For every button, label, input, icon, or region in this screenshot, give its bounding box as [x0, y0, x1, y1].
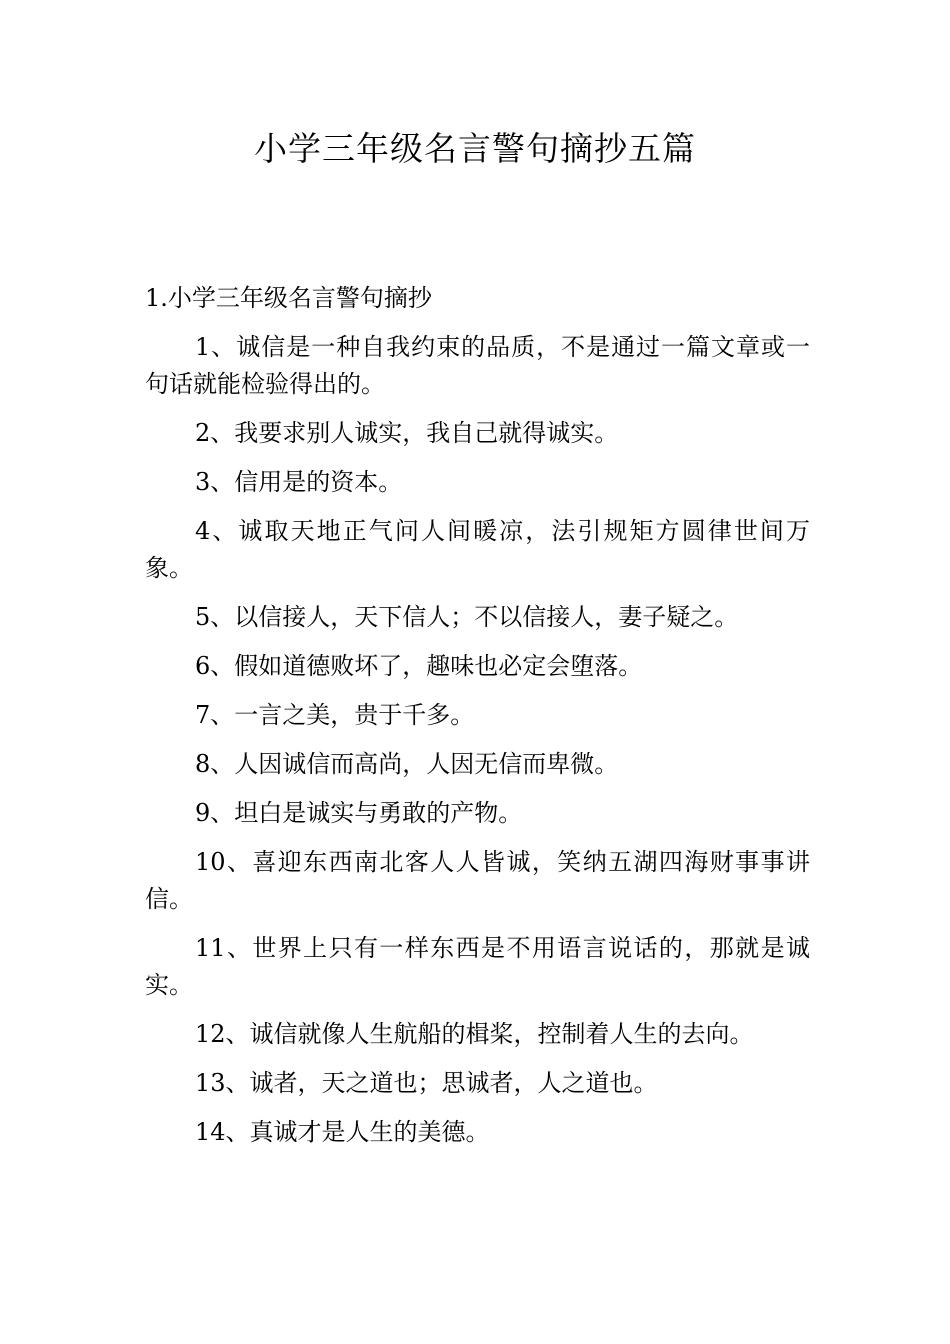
quote-item: 9、坦白是诚实与勇敢的产物。: [195, 799, 523, 827]
document-body: [145, 280, 810, 1163]
section-heading: 1.小学三年级名言警句摘抄: [145, 284, 432, 312]
quote-item: 8、人因诚信而高尚，人因无信而卑微。: [195, 750, 619, 778]
quote-item: 10、喜迎东西南北客人人皆诚，笑纳五湖四海财事事讲信。: [145, 848, 810, 913]
quote-item: 6、假如道德败坏了，趣味也必定会堕落。: [195, 652, 643, 680]
page-title: 小学三年级名言警句摘抄五篇: [254, 129, 696, 168]
quote-item: 11、世界上只有一样东西是不用语言说话的，那就是诚实。: [145, 934, 810, 999]
quote-item: 1、诚信是一种自我约束的品质，不是通过一篇文章或一句话就能检验得出的。: [145, 333, 810, 398]
quote-item: 5、以信接人，天下信人；不以信接人，妻子疑之。: [195, 603, 739, 631]
quote-item: 4、诚取天地正气问人间暖凉，法引规矩方圆律世间万象。: [145, 517, 810, 582]
quote-item: 12、诚信就像人生航船的楫桨，控制着人生的去向。: [195, 1020, 754, 1048]
quote-item: 14、真诚才是人生的美德。: [195, 1118, 490, 1146]
quote-item: 2、我要求别人诚实，我自己就得诚实。: [195, 419, 619, 447]
quote-item: 3、信用是的资本。: [195, 468, 403, 496]
quote-item: 7、一言之美，贵于千多。: [195, 701, 475, 729]
quote-item: 13、诚者，天之道也；思诚者，人之道也。: [195, 1069, 658, 1097]
